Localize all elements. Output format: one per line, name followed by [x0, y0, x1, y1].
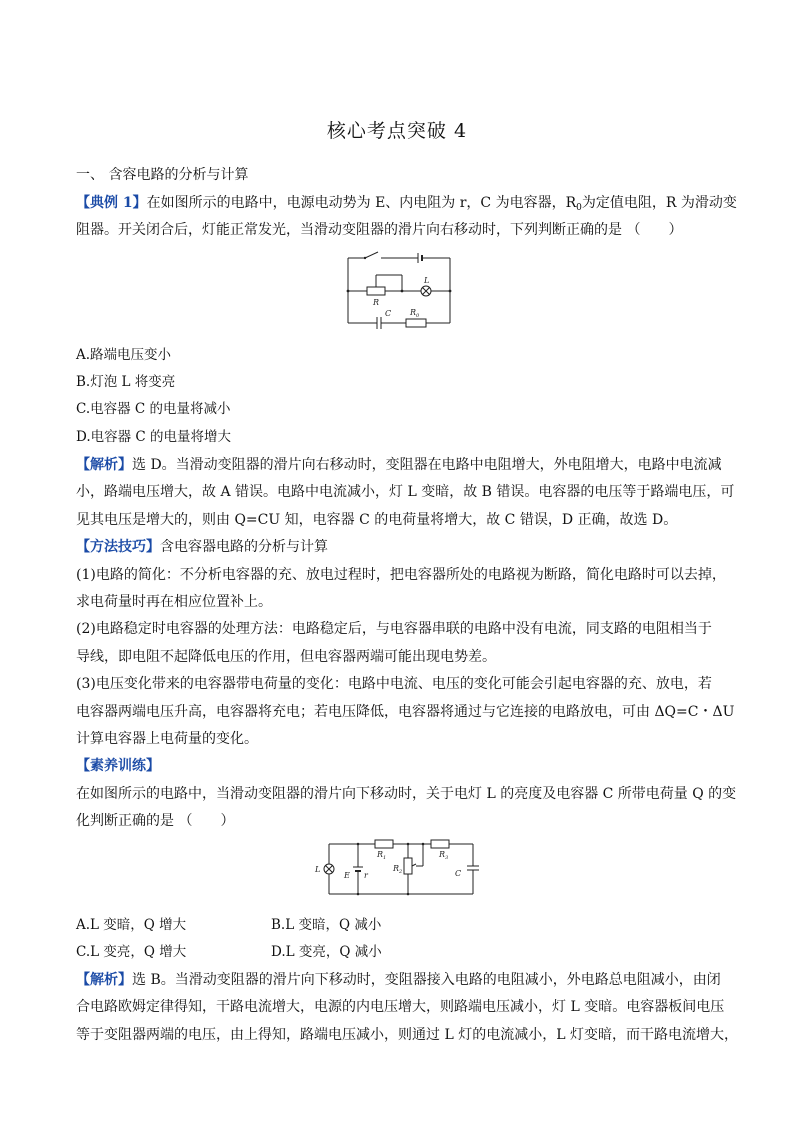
- page-title: 核心考点突破 4: [326, 120, 468, 142]
- label-L: L: [424, 276, 430, 285]
- option-1a: A.路端电压变小: [76, 347, 172, 363]
- option-2a: A.L 变暗，Q 增大: [76, 917, 187, 933]
- method-p2-line-2: 导线，即电阻不起降低电压的作用，但电容器两端可能出现电势差。: [76, 649, 496, 665]
- label-R1: $R_1$: [377, 850, 387, 861]
- method-p3-line-3: 计算电容器上电荷量的变化。: [76, 731, 258, 747]
- option-2c: C.L 变亮，Q 增大: [76, 944, 187, 960]
- label-R3: $R_3$: [439, 850, 449, 861]
- option-1c: C.电容器 C 的电量将减小: [76, 401, 231, 417]
- training-tag: 【素养训练】: [76, 758, 160, 774]
- analysis-2-line-1: 【解析】选 B。当滑动变阻器的滑片向下移动时，变阻器接入电路的电阻减小，外电路总电阻减小，由闭: [76, 972, 721, 988]
- label-E: E: [344, 871, 350, 880]
- label-R: R: [373, 298, 380, 307]
- label-C2: C: [455, 869, 462, 878]
- method-tag: 【方法技巧】: [76, 539, 160, 555]
- analysis-1-line-1: 【解析】选 D。当滑动变阻器的滑片向右移动时，变阻器在电路中电阻增大，外电阻增大，电路中电流减: [76, 457, 722, 473]
- analysis-tag: 【解析】: [76, 457, 132, 473]
- label-r: r: [364, 871, 368, 880]
- option-1d: D.电容器 C 的电量将增大: [76, 429, 232, 445]
- method-p3-line-2: 电容器两端电压升高，电容器将充电；若电压降低，电容器将通过与它连接的电路放电，可由 ΔQ=C・ΔU: [76, 704, 735, 720]
- method-p1-line-1: (1)电路的简化：不分析电容器的充、放电过程时，把电容器所处的电路视为断路，简化电路时可以去掉，: [76, 567, 726, 583]
- label-C: C: [385, 309, 392, 318]
- method-p2-line-1: (2)电路稳定时电容器的处理方法：电路稳定后，与电容器串联的电路中没有电流，同支路的电阻相当于: [76, 621, 712, 637]
- example-tag: 【典例 1】: [76, 195, 147, 211]
- analysis-2-line-3: 等于变阻器两端的电压，由上得知，路端电压减小，则通过 L 灯的电流减小，L 灯变暗，而干路电流增大，: [76, 1027, 738, 1043]
- option-2b: B.L 变暗，Q 减小: [271, 917, 382, 933]
- example-line-2: 阻器。开关闭合后，灯能正常发光，当滑动变阻器的滑片向右移动时，下列判断正确的是 （ ）: [76, 222, 683, 238]
- method-p1-line-2: 求电荷量时再在相应位置补上。: [76, 594, 272, 610]
- method-heading: 【方法技巧】含电容器电路的分析与计算: [76, 539, 328, 555]
- label-R2: $R_2$: [393, 864, 403, 875]
- analysis-2-line-2: 合电路欧姆定律得知，干路电流增大，电源的内电压增大，则路端电压减小，灯 L 变暗。电容器板间电压: [76, 999, 725, 1015]
- training-line-1: 在如图所示的电路中，当滑动变阻器的滑片向下移动时，关于电灯 L 的亮度及电容器 C 所带电荷量 Q 的变: [76, 786, 737, 802]
- analysis-tag-2: 【解析】: [76, 972, 132, 988]
- example-line-1: 【典例 1】在如图所示的电路中，电源电动势为 E、内电阻为 r，C 为电容器，$R_0$为定值电阻，R 为滑动变: [76, 195, 737, 213]
- training-line-2: 化判断正确的是 （ ）: [76, 813, 235, 829]
- option-1b: B.灯泡 L 将变亮: [76, 374, 176, 390]
- label-L2: L: [315, 865, 321, 874]
- option-2d: D.L 变亮，Q 减小: [271, 944, 382, 960]
- circuit-diagram-2: [313, 838, 483, 900]
- circuit-diagram-1: [340, 250, 460, 330]
- analysis-1-line-2: 小，路端电压增大，故 A 错误。电路中电流减小，灯 L 变暗，故 B 错误。电容器的电压等于路端电压，可: [76, 484, 735, 500]
- method-p3-line-1: (3)电压变化带来的电容器带电荷量的变化：电路中电流、电压的变化可能会引起电容器的充、放电，若: [76, 676, 712, 692]
- section-heading: 一、 含容电路的分析与计算: [76, 167, 249, 183]
- label-R0: $R_0$: [410, 308, 420, 319]
- analysis-1-line-3: 见其电压是增大的，则由 Q=CU 知，电容器 C 的电荷量将增大，故 C 错误，D 正确，故选 D。: [76, 512, 678, 528]
